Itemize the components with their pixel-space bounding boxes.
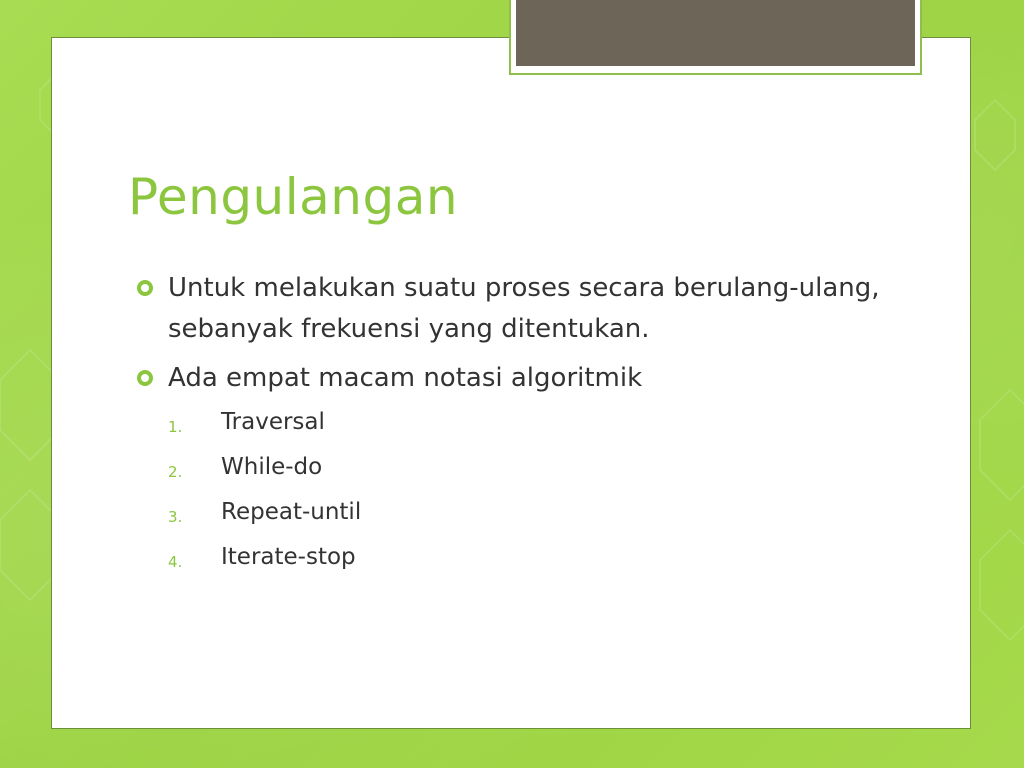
numbered-list-item	[168, 407, 936, 452]
slide-body	[136, 268, 936, 587]
header-accent-block	[516, 0, 915, 66]
list-number: 4.	[168, 553, 183, 571]
list-number: 1.	[168, 418, 183, 436]
list-item-text: Repeat-until	[221, 499, 362, 525]
numbered-list	[136, 407, 936, 587]
ring-bullet-icon	[136, 367, 158, 389]
slide-title: Pengulangan	[128, 168, 459, 226]
numbered-list-item	[168, 542, 936, 587]
bullet-item	[136, 358, 936, 399]
bullet-text: Untuk melakukan suatu proses secara berulang-ulang, sebanyak frekuensi yang ditentukan.	[168, 273, 880, 344]
list-item-text: While-do	[221, 454, 323, 480]
numbered-list-item	[168, 452, 936, 497]
numbered-list-item	[168, 497, 936, 542]
bullet-item	[136, 268, 936, 350]
list-number: 3.	[168, 508, 183, 526]
bullet-text: Ada empat macam notasi algoritmik	[168, 363, 643, 393]
list-number: 2.	[168, 463, 183, 481]
list-item-text: Traversal	[221, 409, 325, 435]
list-item-text: Iterate-stop	[221, 544, 356, 570]
ring-bullet-icon	[136, 277, 158, 299]
